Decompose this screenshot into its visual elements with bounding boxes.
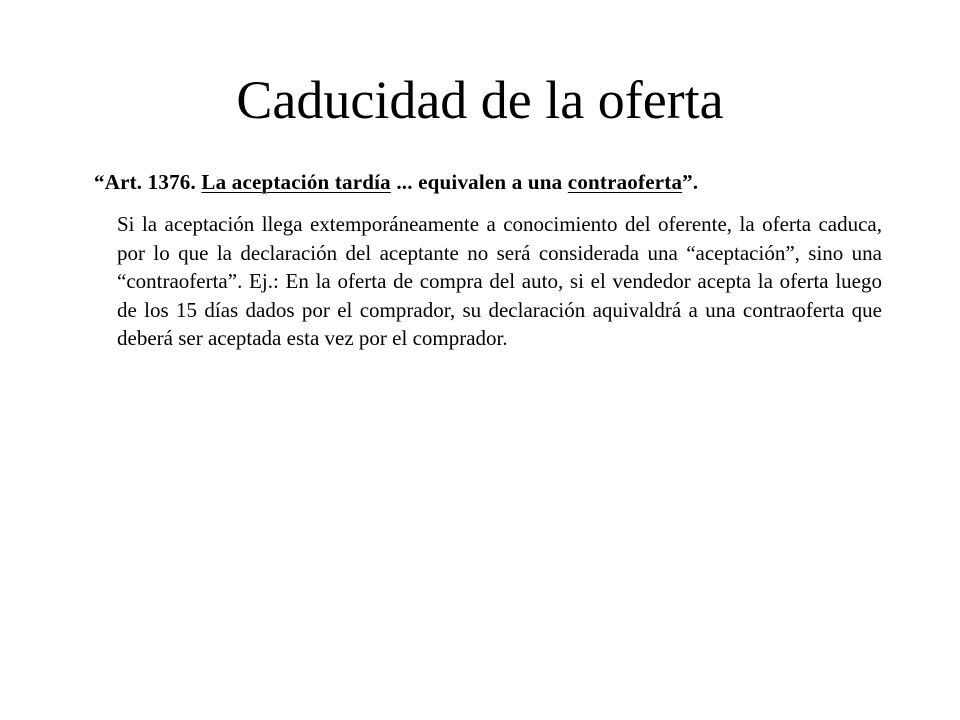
article-underlined-phrase: La aceptación tardía: [201, 170, 391, 194]
slide-title: Caducidad de la oferta: [236, 70, 724, 130]
article-open-quote: “: [94, 170, 105, 194]
explanation-paragraph: Si la aceptación llega extemporáneamente a conocimiento del oferente, la oferta caduca, por lo que la declaración del aceptante no será considerada una “aceptación”, sino una “contraoferta”. Ej.: En la oferta de compra del auto, si el vendedor acepta la oferta luego de los 15 días dados por el comprador, su declaración aquivaldrá a una contraoferta que deberá ser aceptada esta vez por el comprador.: [117, 212, 882, 351]
article-prefix: Art. 1376.: [104, 170, 202, 194]
article-middle: ... equivalen a una: [390, 170, 568, 194]
article-close: ”.: [682, 170, 699, 194]
article-citation: [94, 167, 894, 197]
article-underlined-word: contraoferta: [567, 170, 683, 194]
